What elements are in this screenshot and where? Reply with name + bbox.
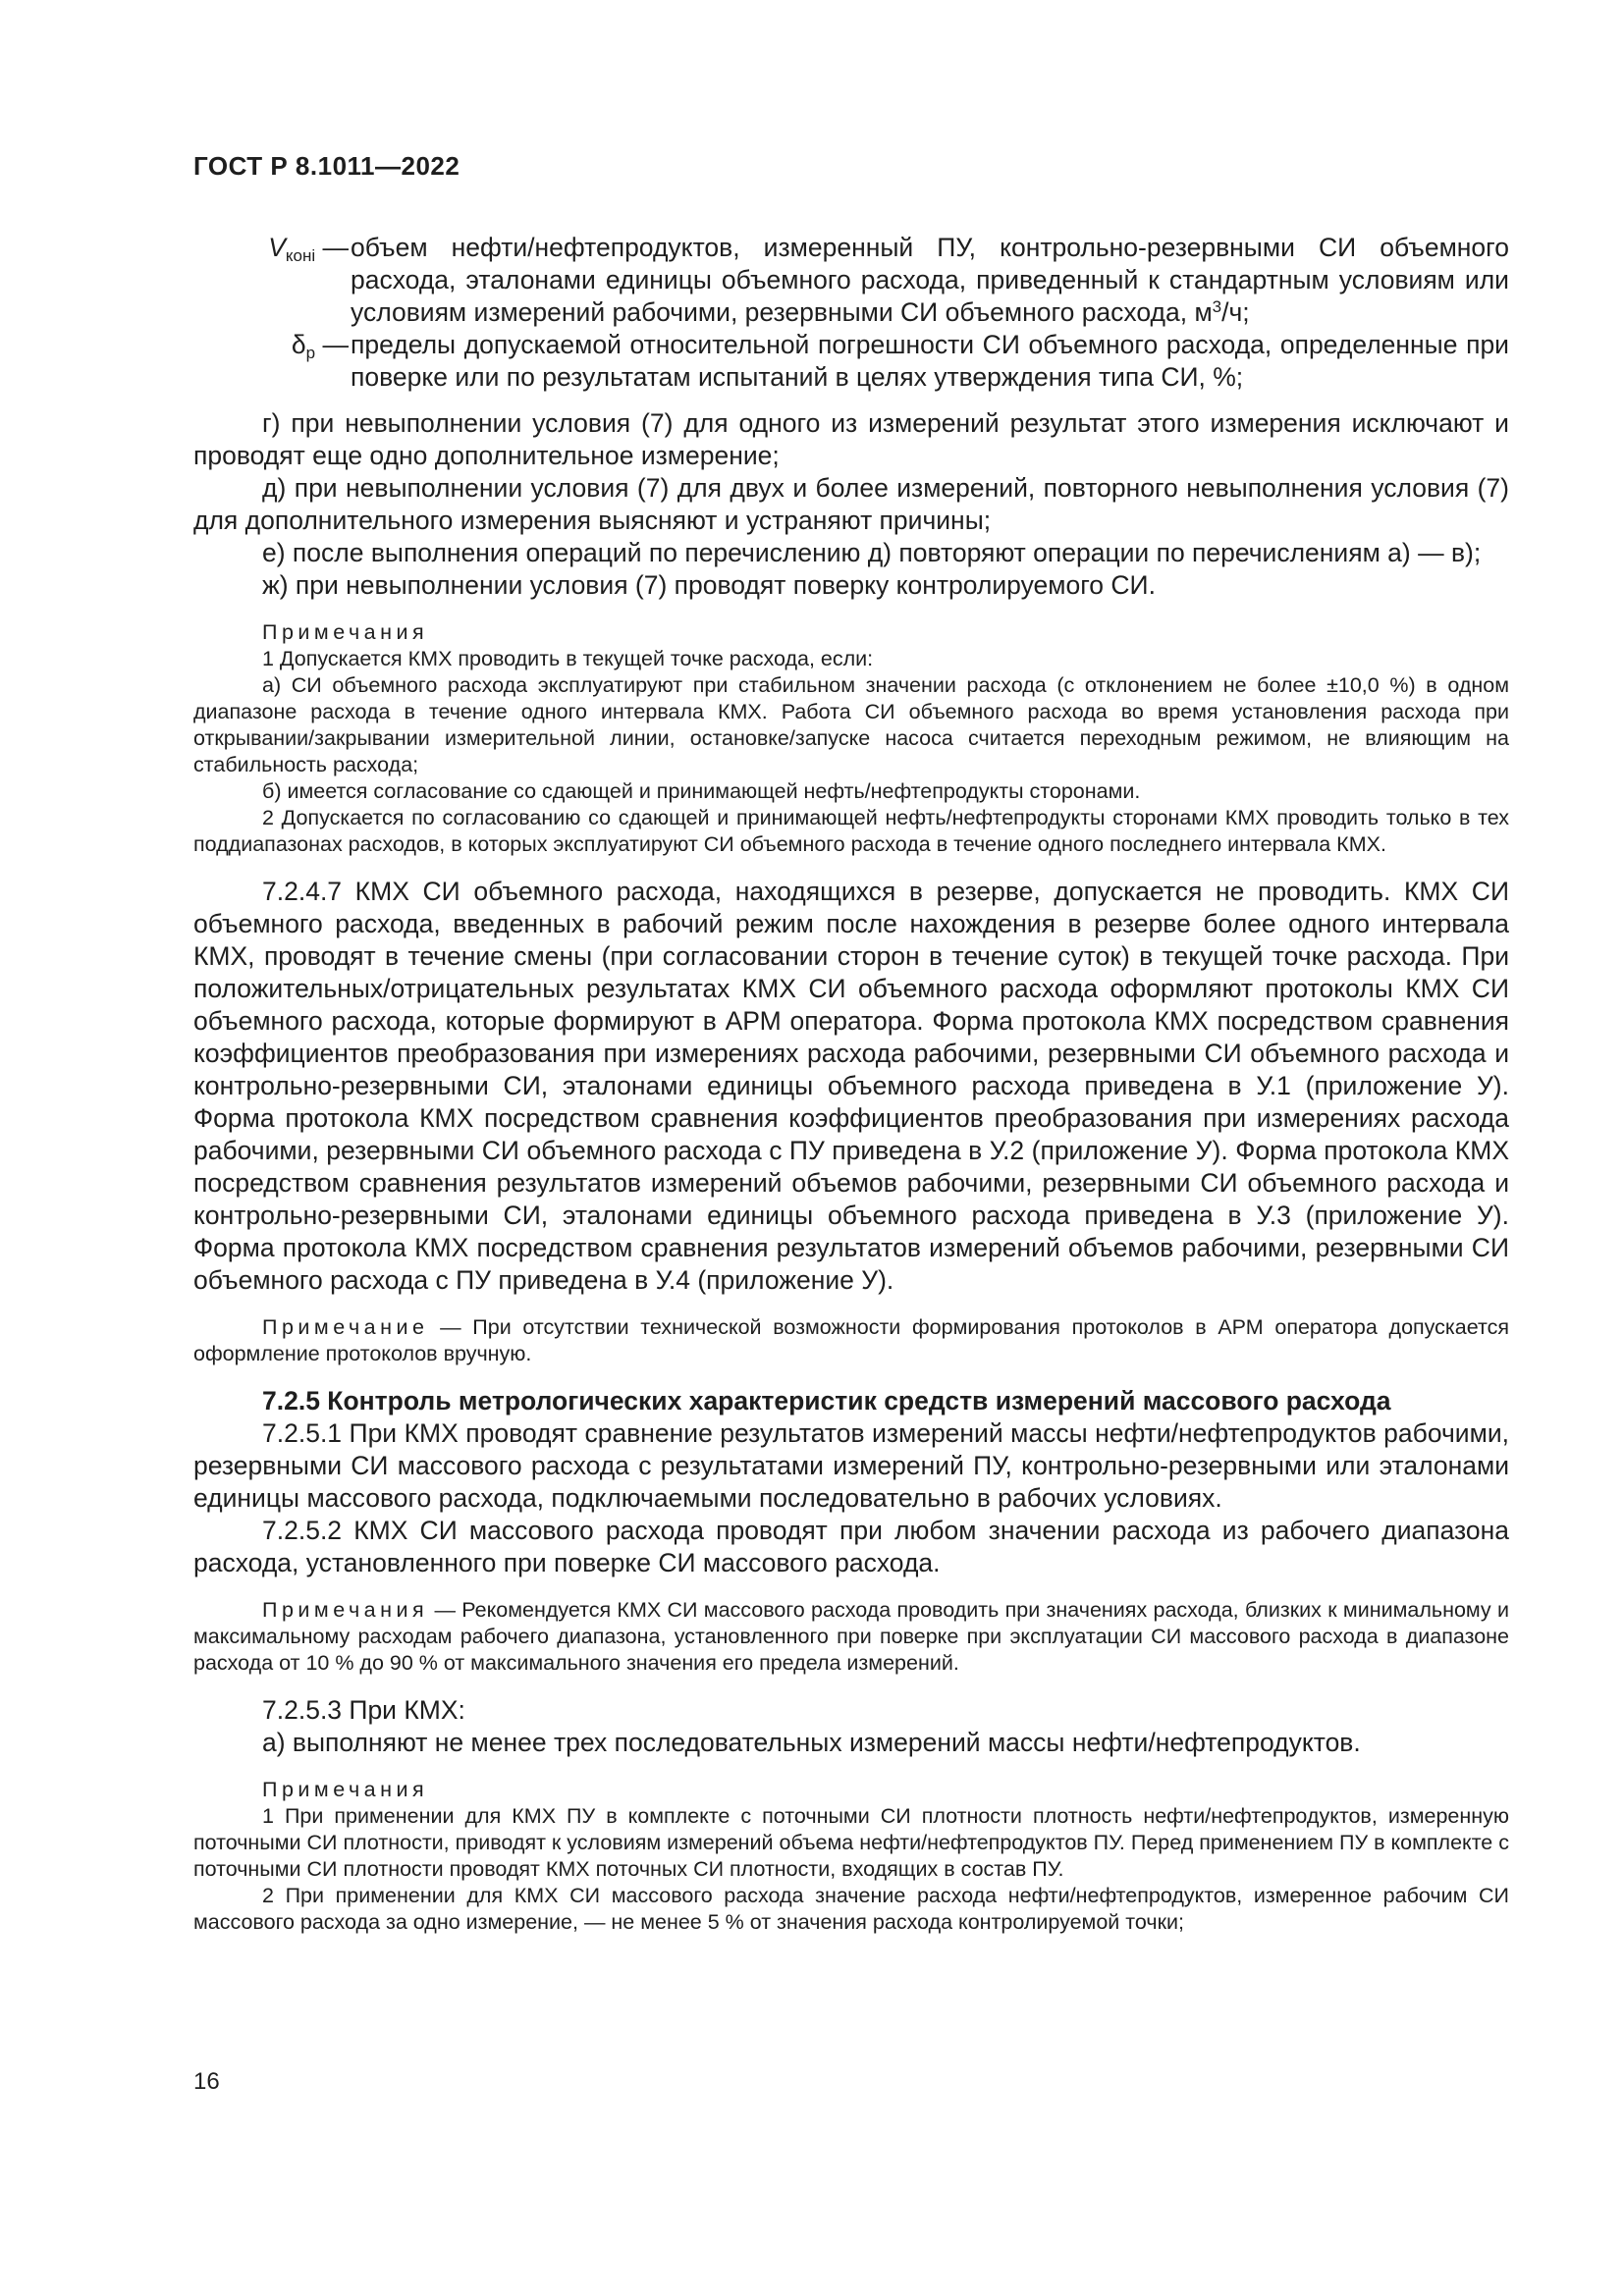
notes-block-1 <box>193 619 1509 646</box>
notes-heading: Примечания <box>262 620 429 644</box>
notes-block-4 <box>193 1777 1509 1803</box>
note-1b: б) имеется согласование со сдающей и принимающей нефть/нефтепродукты сторонами. <box>262 779 1141 803</box>
paragraph-7-2-5-2: 7.2.5.2 КМХ СИ массового расхода проводят при любом значении расхода из рабочего диапазона расхода, установленного при поверке СИ массового расхода. <box>193 1516 1509 1577</box>
paragraph-7-2-5-1: 7.2.5.1 При КМХ проводят сравнение результатов измерений массы нефти/нефтепродуктов рабочими, резервными СИ массового расхода с результатами измерений ПУ, контрольно-резервными или эталонами единицы массового расхода, подключаемыми последовательно в рабочих условиях. <box>193 1418 1509 1513</box>
definition-vkon <box>193 232 1509 329</box>
item-a: а) выполняют не менее трех последовательных измерений массы нефти/нефтепродуктов. <box>262 1728 1361 1757</box>
definition-symbol: $\delta_р$ — <box>291 330 349 362</box>
note-1a: а) СИ объемного расхода эксплуатируют при стабильном значении расхода (с отклонением не более ±10,0 %) в одном диапазоне расхода в течение одного интервала КМХ. Работа СИ объемного расхода во время установления расхода при открывании/закрывании измерительной линии, остановке/запуске насоса считается переходным режимом, не влияющим на стабильность расхода; <box>193 673 1509 776</box>
page-content <box>193 232 1509 1936</box>
notes-heading: Примечания <box>262 1778 429 1801</box>
standard-title: ГОСТ Р 8.1011—2022 <box>193 151 460 181</box>
definition-text: пределы допускаемой относительной погрешности СИ объемного расхода, определенные при поверке или по результатам испытаний в целях утверждения типа СИ, %; <box>351 330 1509 392</box>
item-g: г) при невыполнении условия (7) для одного из измерений результат этого измерения исключают и проводят еще одно дополнительное измерение; <box>193 408 1509 470</box>
note-1: 1 Допускается КМХ проводить в текущей точке расхода, если: <box>262 647 874 670</box>
note-heading: Примечания <box>262 1598 429 1622</box>
item-e: е) после выполнения операций по перечислению д) повторяют операции по перечислениям а) — в); <box>262 538 1482 567</box>
note-protocols: Примечание — При отсутствии технической возможности формирования протоколов в АРМ оператора допускается оформление протоколов вручную. <box>193 1315 1509 1365</box>
section-title-7-2-5: 7.2.5 Контроль метрологических характеристик средств измерений массового расхода <box>262 1386 1391 1415</box>
item-zh: ж) при невыполнении условия (7) проводят поверку контролируемого СИ. <box>262 570 1156 600</box>
definition-symbol: $V_{конi}$ — <box>268 233 349 265</box>
definition-delta <box>193 329 1509 394</box>
page-number: 16 <box>193 2068 220 2095</box>
paragraph-7-2-5-3: 7.2.5.3 При КМХ: <box>262 1695 465 1725</box>
note-4-1: 1 При применении для КМХ ПУ в комплекте с поточными СИ плотности плотность нефти/нефтепродуктов, измеренную поточными СИ плотности, приводят к условиям измерений объема нефти/нефтепродуктов ПУ. Перед применением ПУ в комплекте с поточными СИ плотности проводят КМХ поточных СИ плотности, входящих в состав ПУ. <box>193 1804 1509 1881</box>
paragraph-7-2-4-7: 7.2.4.7 КМХ СИ объемного расхода, находящихся в резерве, допускается не проводить. КМХ СИ объемного расхода, введенных в рабочий режим после нахождения в резерве более одного интервала КМХ, проводят в течение смены (при согласовании сторон в течение суток) в текущей точке расхода. При положительных/отрицательных результатах КМХ СИ объемного расхода оформляют протоколы КМХ СИ объемного расхода, которые формируют в АРМ оператора. Форма протокола КМХ посредством сравнения коэффициентов преобразования при измерениях расхода рабочими, резервными СИ объемного расхода и контрольно-резервными СИ, эталонами единицы объемного расхода приведена в У.1 (приложение У). Форма протокола КМХ посредством сравнения коэффициентов преобразования при измерениях расхода рабочими, резервными СИ объемного расхода с ПУ приведена в У.2 (приложение У). Форма протокола КМХ посредством сравнения результатов измерений объемов рабочими, резервными СИ объемного расхода и контрольно-резервными СИ, эталонами единицы объемного расхода приведена в У.3 (приложение У). Форма протокола КМХ посредством сравнения результатов измерений объемов рабочими, резервными СИ объемного расхода с ПУ приведена в У.4 (приложение У). <box>193 877 1509 1295</box>
definition-text: объем нефти/нефтепродуктов, измеренный ПУ, контрольно-резервными СИ объемного расхода, эталонами единицы объемного расхода, приведенный к стандартным условиям или условиям измерений рабочими, резервными СИ объемного расхода, $м^3/ч$; <box>351 233 1509 327</box>
note-heading: Примечание <box>262 1315 429 1339</box>
note-2: 2 Допускается по согласованию со сдающей и принимающей нефть/нефтепродукты сторонами КМХ проводить только в тех поддиапазонах расходов, в которых эксплуатируют СИ объемного расхода в течение одного последнего интервала КМХ. <box>193 806 1509 856</box>
item-d: д) при невыполнении условия (7) для двух и более измерений, повторного невыполнения условия (7) для дополнительного измерения выясняют и устраняют причины; <box>193 473 1509 535</box>
note-4-2: 2 При применении для КМХ СИ массового расхода значение расхода нефти/нефтепродуктов, измеренное рабочим СИ массового расхода за одно измерение, — не менее 5 % от значения расхода контролируемой точки; <box>193 1884 1509 1934</box>
note-mass-flow: Примечания — Рекомендуется КМХ СИ массового расхода проводить при значениях расхода, близких к минимальному и максимальному расходам рабочего диапазона, установленного при поверке при эксплуатации СИ массового расхода в диапазоне расхода от 10 % до 90 % от максимального значения его предела измерений. <box>193 1598 1509 1675</box>
